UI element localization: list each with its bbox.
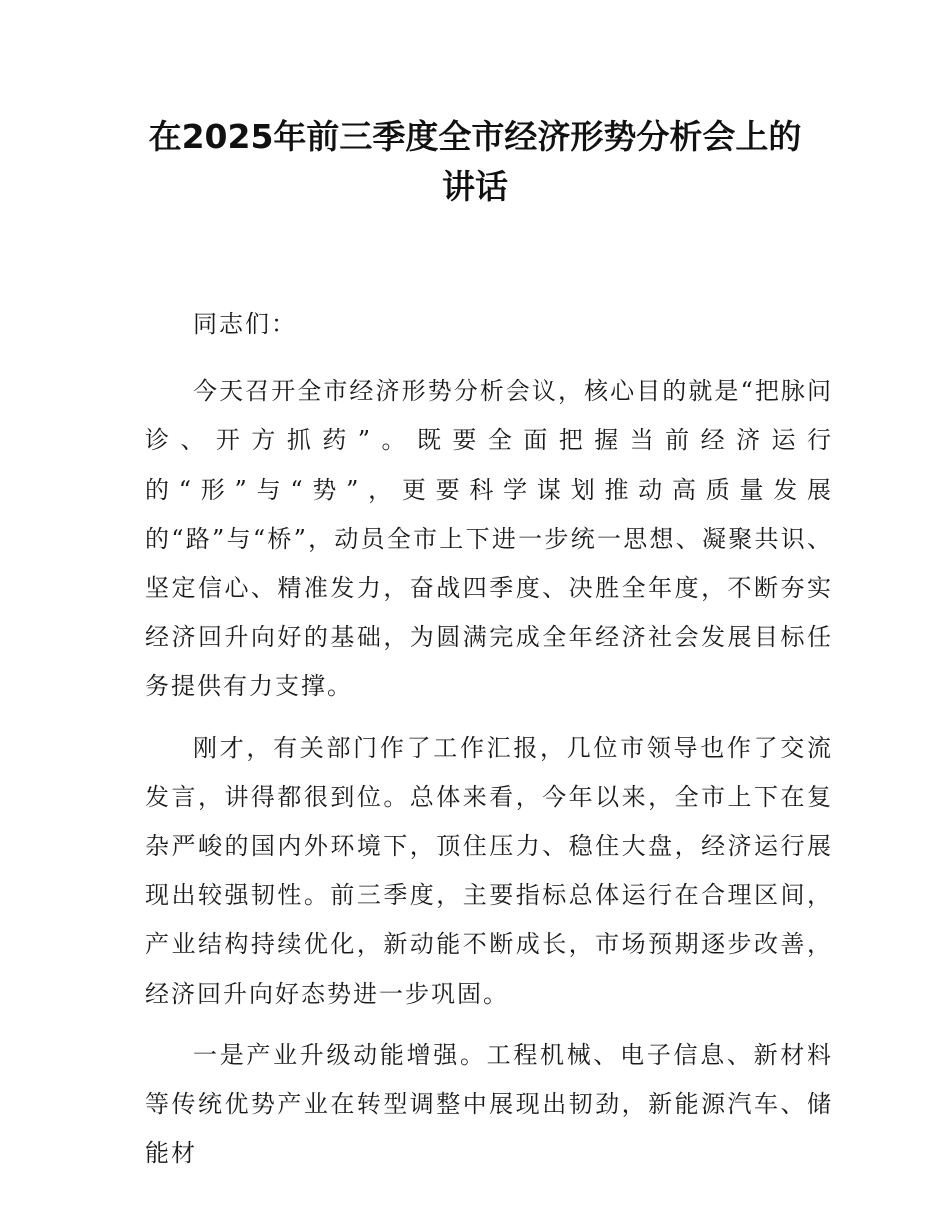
paragraph-overview: 刚才，有关部门作了工作汇报，几位市领导也作了交流发言，讲得都很到位。总体来看，今年以来，全市上下在复杂严峻的国内外环境下，顶住压力、稳住大盘，经济运行展现出较强韧性。前三季度，主要指标总体运行在合理区间，产业结构持续优化，新动能不断成长，市场预期逐步改善，经济回升向好态势进一步巩固。 [145, 733, 833, 1008]
document-body [145, 300, 833, 1190]
title-line-2: 讲话 [442, 167, 508, 206]
paragraph-intro: 今天召开全市经济形势分析会议，核心目的就是“把脉问诊、开方抓药”。既要全面把握当前经济运行的“形”与“势”，更要科学谋划推动高质量发展的“路”与“桥”，动员全市上下进一步统一思想、凝聚共识、坚定信心、精准发力，奋战四季度、决胜全年度，不断夯实经济回升向好的基础，为圆满完成全年经济社会发展目标任务提供有力支撑。 [145, 377, 833, 701]
title-line-1: 在2025年前三季度全市经济形势分析会上的 [148, 117, 802, 156]
paragraph-industry: 一是产业升级动能增强。工程机械、电子信息、新材料等传统优势产业在转型调整中展现出韧劲，新能源汽车、储能材 [145, 1040, 833, 1168]
document-title [0, 112, 950, 212]
salutation: 同志们： [193, 310, 297, 338]
